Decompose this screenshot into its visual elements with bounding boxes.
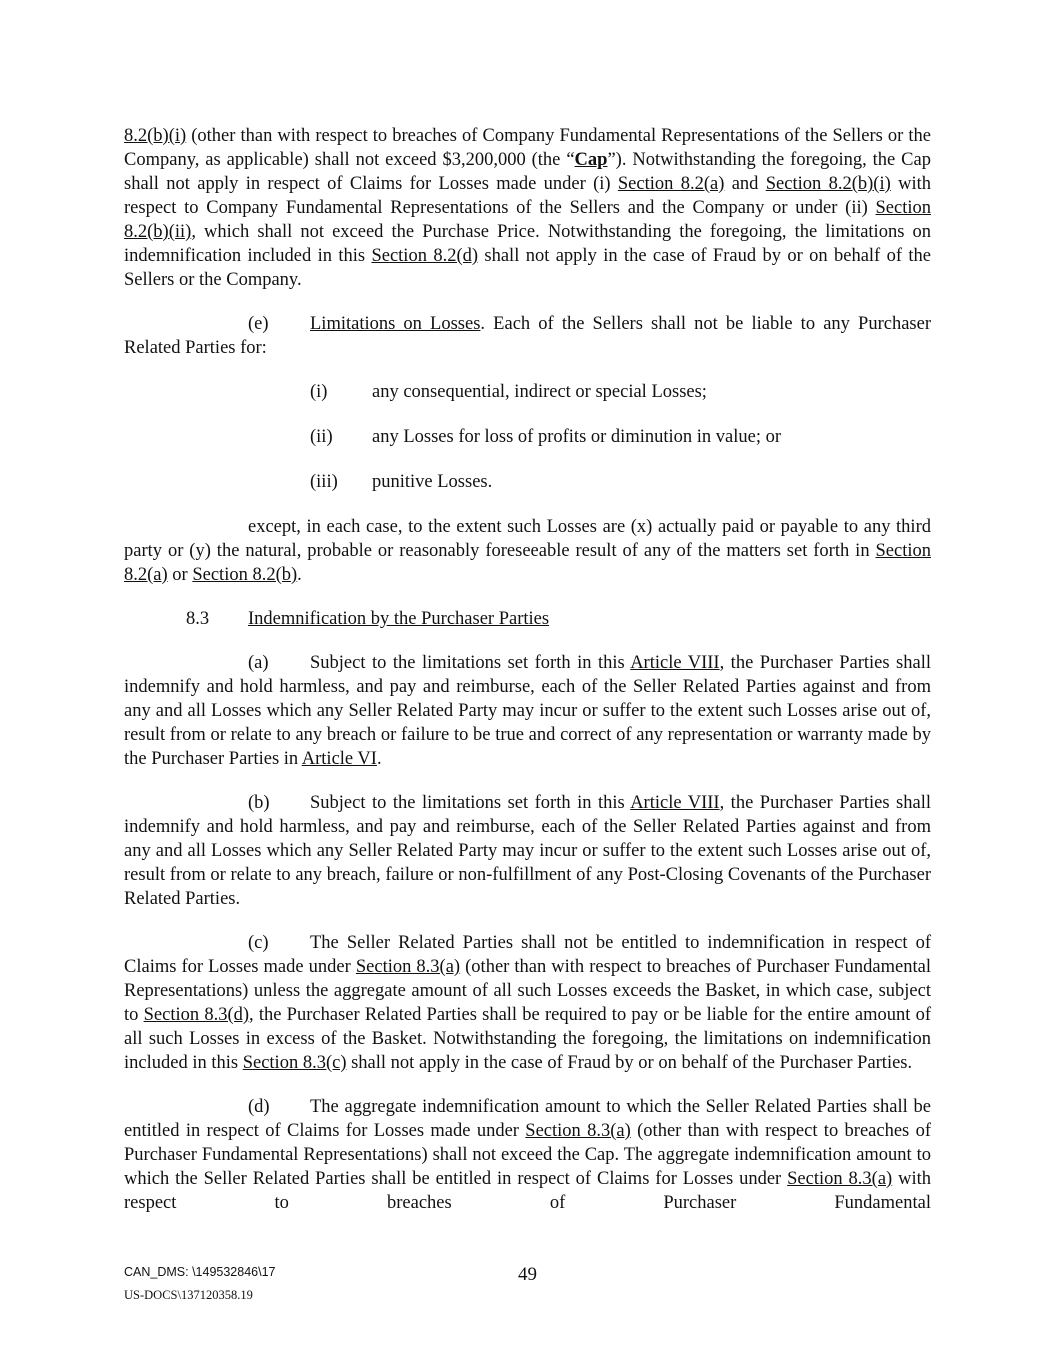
section-ref: Article VIII (630, 793, 720, 813)
clause-label: (d) (248, 1097, 270, 1117)
list-item-text: any Losses for loss of profits or diminution in value; or (372, 427, 782, 447)
footer-doc-id: CAN_DMS: \149532846\17 (124, 1265, 276, 1279)
clause-label: (e) (248, 314, 269, 334)
list-item-number: (ii) (310, 427, 333, 447)
list-item (310, 380, 931, 404)
clause-label: (c) (248, 933, 269, 953)
paragraph-8-3-d (124, 1095, 931, 1215)
paragraph-8-3-c (124, 931, 931, 1075)
text: or (167, 565, 193, 585)
section-ref: Section 8.2(a) (617, 174, 725, 194)
defined-term-cap: Cap (574, 150, 608, 170)
clause-label: (b) (248, 793, 270, 813)
text: , the Purchaser Parties shall indemnify and hold harmless, and pay and reimburse, each of the Seller Related Parties against and from any and all Losses which any Seller Related Party may incur or suffer to the extent such Losses arise out of, result from or relate to any breach, failure or non-fulfillment of any Post-Closing Covenants of the Purchaser Related Parties. (124, 793, 931, 909)
paragraph-limitations-on-losses (124, 312, 931, 360)
footer-doc-id-secondary: US-DOCS\137120358.19 (124, 1288, 253, 1302)
text: with respect to breaches of Purchaser Fundamental (124, 1169, 932, 1213)
list-item-text: punitive Losses. (372, 472, 493, 492)
text: Subject to the limitations set forth in this (310, 793, 631, 813)
paragraph-8-3-a (124, 651, 931, 771)
text: (other than with respect to breaches of Purchaser Fundamental Representations) shall not exceed the Cap. The aggregate indemnification amount to which the Seller Related Parties shall be entitled in respect of Claims for Losses under (124, 1121, 931, 1189)
text: The aggregate indemnification amount to which the Seller Related Parties shall be entitled in respect of Claims for Losses made under (124, 1097, 931, 1141)
paragraph-except (124, 515, 931, 587)
text: , the Purchaser Related Parties shall be required to pay or be liable for the entire amount of all such Losses in excess of the Basket. Notwithstanding the foregoing, the limitations on indemnification included in this (124, 1005, 932, 1073)
section-heading (186, 607, 931, 631)
section-ref: Section 8.3(c) (242, 1053, 347, 1073)
text: . (297, 565, 302, 585)
section-ref: Section 8.2(d) (371, 246, 479, 266)
section-ref: Section 8.3(a) (787, 1169, 893, 1189)
section-title: Indemnification by the Purchaser Parties (248, 609, 550, 629)
section-ref: Section 8.3(a) (355, 957, 461, 977)
page-number: 49 (518, 1264, 537, 1285)
text: and (724, 174, 766, 194)
list-item-text: any consequential, indirect or special Losses; (372, 382, 707, 402)
section-ref: Section 8.2(b)(ii) (124, 198, 931, 242)
document-page (124, 124, 931, 1235)
list-item-number: (i) (310, 382, 328, 402)
text: with respect to Company Fundamental Representations of the Sellers and the Company or under (ii) (124, 174, 931, 218)
section-ref: Section 8.2(b) (192, 565, 298, 585)
text: , the Purchaser Parties shall indemnify and hold harmless, and pay and reimburse, each of the Seller Related Parties against and from any and all Losses which any Seller Related Party may incur or suffer to the extent such Losses arise out of, result from or relate to any breach or failure to be true and correct of any representation or warranty made by the Purchaser Parties in (124, 653, 931, 769)
section-ref: Section 8.3(d) (143, 1005, 250, 1025)
text: Subject to the limitations set forth in this (310, 653, 631, 673)
section-ref: Article VIII (630, 653, 720, 673)
text: shall not apply in the case of Fraud by or on behalf of the Purchaser Parties. (346, 1053, 913, 1073)
list-item (310, 470, 931, 494)
text: . (376, 749, 382, 769)
text: , which shall not exceed the Purchase Price. Notwithstanding the foregoing, the limitations on indemnification included in this (124, 222, 931, 266)
section-ref: Article VI (301, 749, 377, 769)
text: ”). Notwithstanding the foregoing, the Cap shall not apply in respect of Claims for Losses made under (i) (124, 150, 931, 194)
clause-title: Limitations on Losses (310, 314, 481, 334)
clause-label: (a) (248, 653, 269, 673)
paragraph-cap (124, 124, 931, 292)
section-number: 8.3 (186, 609, 210, 629)
section-ref: 8.2(b)(i) (124, 126, 187, 146)
list-item (310, 425, 931, 449)
text: (other than with respect to breaches of Purchaser Fundamental Representations) unless the aggregate amount of all such Losses exceeds the Basket, in which case, subject to (124, 957, 931, 1025)
text: (other than with respect to breaches of Company Fundamental Representations of the Sellers or the Company, as applicable) shall not exceed $3,200,000 (the “ (124, 126, 931, 170)
list-item-number: (iii) (310, 472, 338, 492)
paragraph-8-3-b (124, 791, 931, 911)
text: . Each of the Sellers shall not be liable to any Purchaser Related Parties for: (124, 314, 931, 358)
section-ref: Section 8.2(b)(i) (765, 174, 891, 194)
section-ref: Section 8.2(a) (124, 541, 931, 585)
section-ref: Section 8.3(a) (525, 1121, 631, 1141)
text: The Seller Related Parties shall not be entitled to indemnification in respect of Claims for Losses made under (124, 933, 931, 977)
text: except, in each case, to the extent such Losses are (x) actually paid or payable to any third party or (y) the natural, probable or reasonably foreseeable result of any of the matters set forth in (124, 517, 931, 561)
text: shall not apply in the case of Fraud by or on behalf of the Sellers or the Company. (124, 246, 931, 290)
